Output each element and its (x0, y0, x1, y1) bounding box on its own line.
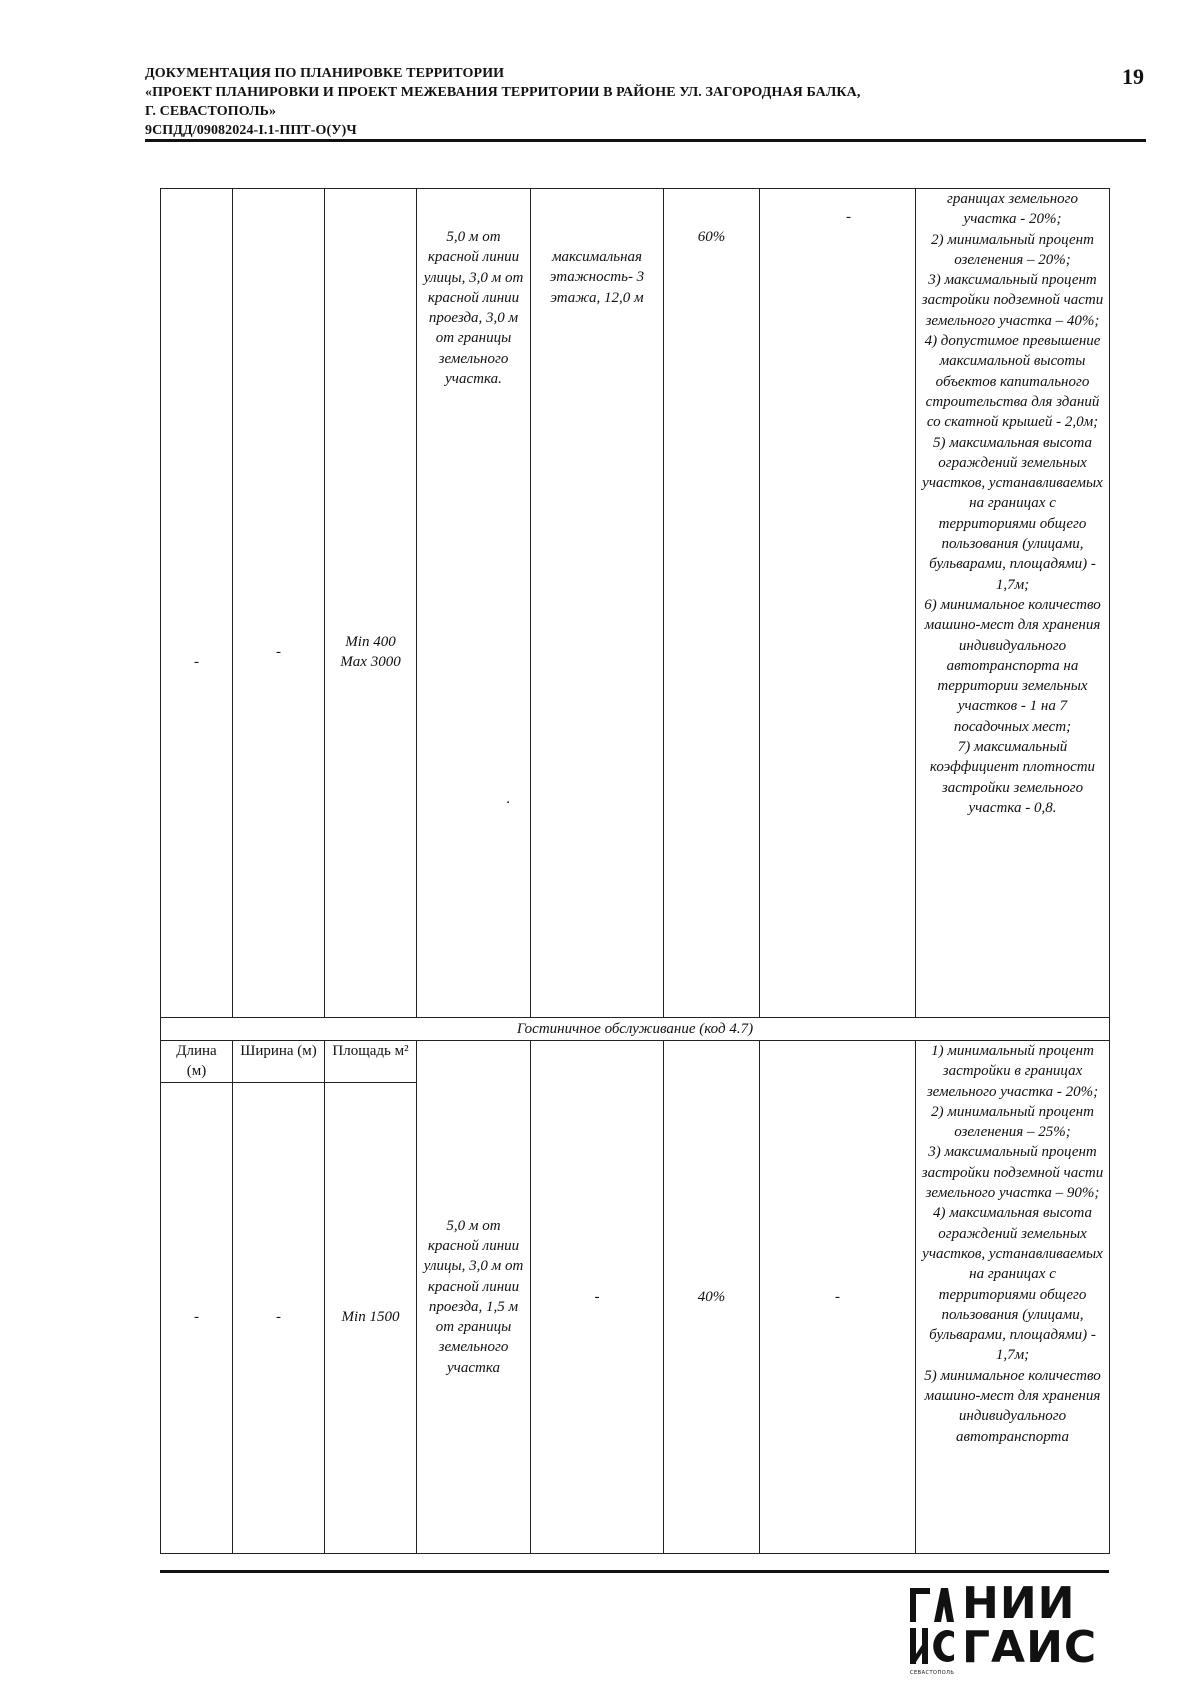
note-item: 2) минимальный процент озеленения – 25%; (931, 1103, 1094, 1141)
note-item: 3) максимальный процент застройки подземной части земельного участка – 40%; (921, 272, 1104, 329)
document-code: 9СПДД/09082024-I.1-ППТ-О(У)Ч (145, 123, 357, 138)
floors-value: - (594, 1288, 600, 1305)
document-header (145, 64, 1145, 140)
footer-rule (160, 1570, 1109, 1573)
page-number: 19 (1122, 64, 1144, 89)
section-title-row (161, 1018, 1110, 1041)
length-header: Длина (м) (161, 1041, 233, 1083)
stray-mark: . (506, 791, 510, 808)
build-percent-cell (664, 1041, 760, 1554)
width-value: - (276, 643, 281, 660)
area-value: Min 1500 (341, 1309, 400, 1326)
note-item: 1) минимальный процент застройки в границах земельного участка - 20%; (926, 1043, 1099, 1100)
width-header: Ширина (м) (233, 1041, 325, 1083)
header-line-2: «ПРОЕКТ ПЛАНИРОВКИ И ПРОЕКТ МЕЖЕВАНИЯ ТЕРРИТОРИИ В РАЙОНЕ УЛ. ЗАГОРОДНАЯ БАЛКА, (145, 85, 861, 100)
build-percent-cell (664, 189, 760, 1018)
build-percent-value: 40% (697, 1288, 726, 1305)
floors-cell (531, 1041, 664, 1554)
area-cell (325, 189, 417, 1018)
logo-mark-icon (910, 1586, 954, 1668)
logo-caption: СЕВАСТОПОЛЬ (910, 1670, 955, 1676)
extra-value: - (846, 209, 851, 225)
regulations-table (160, 188, 1110, 1554)
table-row (161, 189, 1110, 1018)
header-line-3: Г. СЕВАСТОПОЛЬ» (145, 104, 277, 119)
nii-gais-logo (910, 1578, 1098, 1682)
note-item: границах земельного участка - 20%; (946, 191, 1079, 228)
extra-cell (760, 1041, 916, 1554)
note-item: 2) минимальный процент озеленения – 20%; (931, 231, 1094, 268)
area-max-value: Max 3000 (340, 654, 401, 670)
width-value: - (276, 1309, 281, 1326)
extra-value: - (835, 1288, 840, 1305)
length-cell (161, 189, 233, 1018)
area-header: Площадь м² (325, 1041, 417, 1083)
note-item: 4) допустимое превышение максимальной высоты объектов капитального строительства для зданий со скатной крышей - 2,0м; (924, 333, 1101, 431)
build-percent-value: 60% (697, 229, 726, 245)
area-cell (325, 1082, 417, 1553)
note-item: 7) максимальный коэффициент плотности застройки земельного участка - 0,8. (929, 739, 1096, 816)
area-min-value: Min 400 (345, 633, 396, 650)
floors-value: максимальная этажность- 3 этажа, 12,0 м (549, 249, 645, 306)
setbacks-value: 5,0 м от красной линии улицы, 3,0 м от красной линии проезда, 1,5 м от границы земельного участка (423, 1217, 524, 1376)
notes-cell (916, 1041, 1110, 1554)
note-item: 3) максимальный процент застройки подземной части земельного участка – 90%; (921, 1144, 1104, 1202)
note-item: 4) максимальная высота ограждений земельных участков, устанавливаемых на границах с территориями общего пользования (улицами, бульварами, площадями) - 1,7м; (922, 1205, 1103, 1364)
setbacks-cell (417, 189, 531, 1018)
note-item: 5) максимальная высота ограждений земельных участков, устанавливаемых на границах с территориями общего пользования (улицами, бульварами, площадями) - 1,7м; (922, 434, 1103, 593)
length-cell (161, 1082, 233, 1553)
table-row (161, 1041, 1110, 1083)
extra-cell (760, 189, 916, 1018)
width-cell (233, 1082, 325, 1553)
setbacks-value: 5,0 м от красной линии улицы, 3,0 м от красной линии проезда, 3,0 м от границы земельного участка. (423, 229, 524, 388)
notes-cell (916, 189, 1110, 1018)
logo-text-nii: НИИ (962, 1578, 1076, 1629)
length-value: - (194, 653, 199, 670)
width-cell (233, 189, 325, 1018)
section-title: Гостиничное обслуживание (код 4.7) (161, 1018, 1110, 1041)
note-item: 6) минимальное количество машино-мест для хранения индивидуального автотранспорта на территории земельных участков - 1 на 7 посадочных мест; (924, 596, 1101, 735)
logo-text-gais: ГАИС (962, 1622, 1098, 1673)
length-value: - (194, 1309, 199, 1326)
header-rule (145, 139, 1146, 142)
setbacks-cell (417, 1041, 531, 1554)
note-item: 5) минимальное количество машино-мест для хранения индивидуального автотранспорта (924, 1367, 1101, 1445)
header-line-1: ДОКУМЕНТАЦИЯ ПО ПЛАНИРОВКЕ ТЕРРИТОРИИ (145, 66, 505, 81)
floors-cell (531, 189, 664, 1018)
